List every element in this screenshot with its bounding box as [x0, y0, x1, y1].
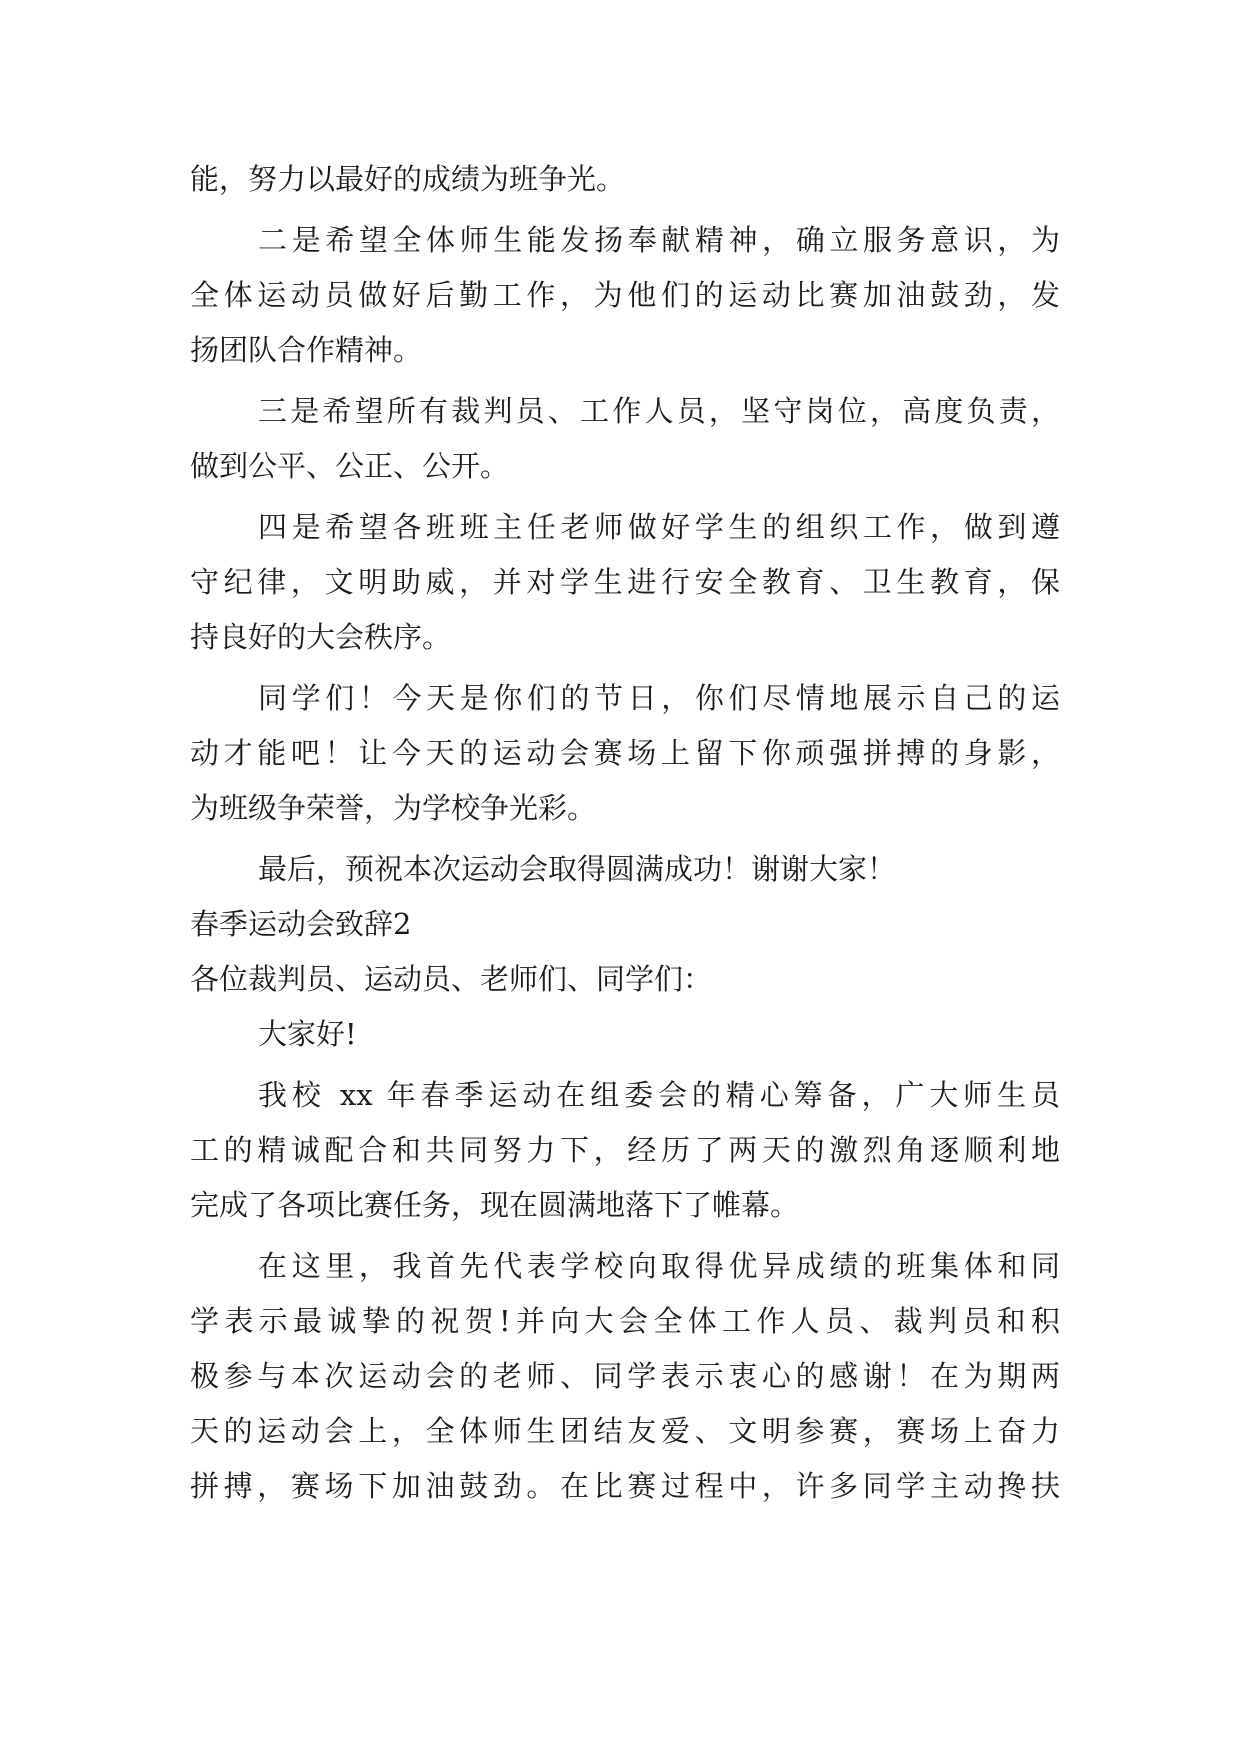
text-line: 最后，预祝本次运动会取得圆满成功！谢谢大家！ — [258, 852, 897, 886]
text-line: 我校 xx 年春季运动在组委会的精心筹备，广大师生员 — [258, 1078, 1060, 1112]
text-line: 动才能吧！让今天的运动会赛场上留下你顽强拼搏的身影， — [190, 736, 1060, 770]
text-line: 同学们！今天是你们的节日，你们尽情地展示自己的运 — [258, 681, 1060, 715]
text-line: 做到公平、公正、公开。 — [190, 449, 510, 483]
salutation: 各位裁判员、运动员、老师们、同学们： — [190, 962, 713, 996]
text-line: 二是希望全体师生能发扬奉献精神，确立服务意识，为 — [258, 223, 1060, 257]
text-line: 在这里，我首先代表学校向取得优异成绩的班集体和同 — [258, 1249, 1060, 1283]
document-body — [190, 160, 1060, 1522]
text-line: 极参与本次运动会的老师、同学表示衷心的感谢！在为期两 — [190, 1359, 1060, 1393]
text-line: 三是希望所有裁判员、工作人员，坚守岗位，高度负责， — [258, 394, 1060, 428]
text-line: 拼搏，赛场下加油鼓劲。在比赛过程中，许多同学主动搀扶 — [190, 1469, 1060, 1503]
greeting: 大家好! — [258, 1017, 357, 1051]
text-line: 为班级争荣誉，为学校争光彩。 — [190, 791, 597, 825]
text-line: 学表示最诚挚的祝贺!并向大会全体工作人员、裁判员和积 — [190, 1304, 1060, 1338]
text-line: 全体运动员做好后勤工作，为他们的运动比赛加油鼓劲，发 — [190, 278, 1060, 312]
text-line: 完成了各项比赛任务，现在圆满地落下了帷幕。 — [190, 1188, 800, 1222]
text-line: 守纪律，文明助威，并对学生进行安全教育、卫生教育，保 — [190, 565, 1060, 599]
text-line: 工的精诚配合和共同努力下，经历了两天的激烈角逐顺利地 — [190, 1133, 1060, 1167]
text-line: 天的运动会上，全体师生团结友爱、文明参赛，赛场上奋力 — [190, 1414, 1060, 1448]
text-line: 持良好的大会秩序。 — [190, 620, 452, 654]
section-heading: 春季运动会致辞2 — [190, 907, 412, 941]
text-line: 四是希望各班班主任老师做好学生的组织工作，做到遵 — [258, 510, 1060, 544]
text-line: 扬团队合作精神。 — [190, 333, 423, 367]
text-line: 能，努力以最好的成绩为班争光。 — [190, 162, 626, 196]
